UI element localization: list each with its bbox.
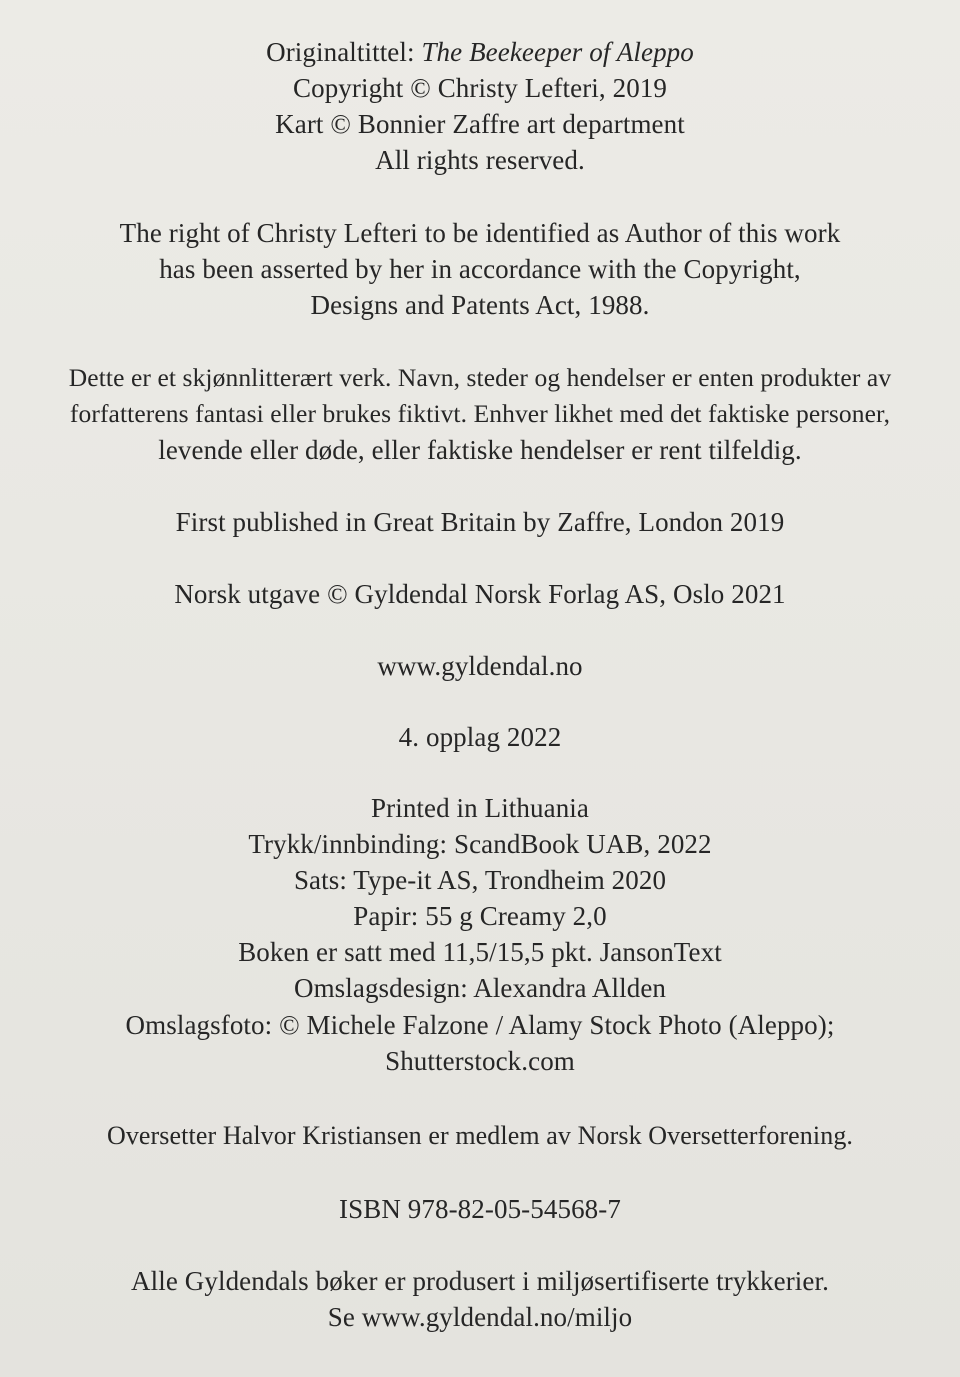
- translator-line: Oversetter Halvor Kristiansen er medlem av Norsk Oversetterforening.: [106, 1121, 854, 1150]
- copyright-line: Copyright © Christy Lefteri, 2019: [292, 73, 668, 103]
- production-line-7: Omslagsfoto: © Michele Falzone / Alamy Stock Photo (Aleppo);: [125, 1010, 835, 1040]
- printing-line: 4. opplag 2022: [398, 722, 562, 752]
- original-title: The Beekeeper of Aleppo: [421, 37, 694, 67]
- production-line-4: Papir: 55 g Creamy 2,0: [353, 901, 607, 931]
- disclaimer-line-2: forfatterens fantasi eller brukes fiktivt. Enhver likhet med det faktiske personer,: [69, 399, 891, 428]
- moral-rights-line-3: Designs and Patents Act, 1988.: [310, 290, 650, 320]
- production-line-8: Shutterstock.com: [385, 1046, 575, 1076]
- first-published-line: First published in Great Britain by Zaffre, London 2019: [175, 507, 785, 537]
- original-title-line: [0, 34, 960, 70]
- disclaimer-line-1: Dette er et skjønnlitterært verk. Navn, steder og hendelser er enten produkter av: [68, 363, 892, 392]
- website-line: www.gyldendal.no: [377, 651, 583, 681]
- production-line-1: Printed in Lithuania: [371, 793, 589, 823]
- norwegian-edition-line: Norsk utgave © Gyldendal Norsk Forlag AS, Oslo 2021: [174, 579, 786, 609]
- moral-rights-line-2: has been asserted by her in accordance with the Copyright,: [159, 254, 801, 284]
- original-title-label: Originaltittel:: [266, 37, 422, 67]
- environment-line-1: Alle Gyldendals bøker er produsert i miljøsertifiserte trykkerier.: [131, 1266, 829, 1296]
- disclaimer-line-3: levende eller døde, eller faktiske hendelser er rent tilfeldig.: [158, 435, 802, 465]
- isbn-line: ISBN 978-82-05-54568-7: [339, 1194, 621, 1224]
- production-line-5: Boken er satt med 11,5/15,5 pkt. JansonText: [238, 937, 722, 967]
- production-line-6: Omslagsdesign: Alexandra Allden: [293, 973, 667, 1003]
- map-credit-line: Kart © Bonnier Zaffre art department: [275, 109, 685, 139]
- production-line-2: Trykk/innbinding: ScandBook UAB, 2022: [248, 829, 712, 859]
- rights-line: All rights reserved.: [375, 145, 585, 175]
- environment-line-2: Se www.gyldendal.no/miljo: [327, 1302, 633, 1332]
- production-line-3: Sats: Type-it AS, Trondheim 2020: [293, 865, 667, 895]
- moral-rights-line-1: The right of Christy Lefteri to be identified as Author of this work: [119, 218, 841, 248]
